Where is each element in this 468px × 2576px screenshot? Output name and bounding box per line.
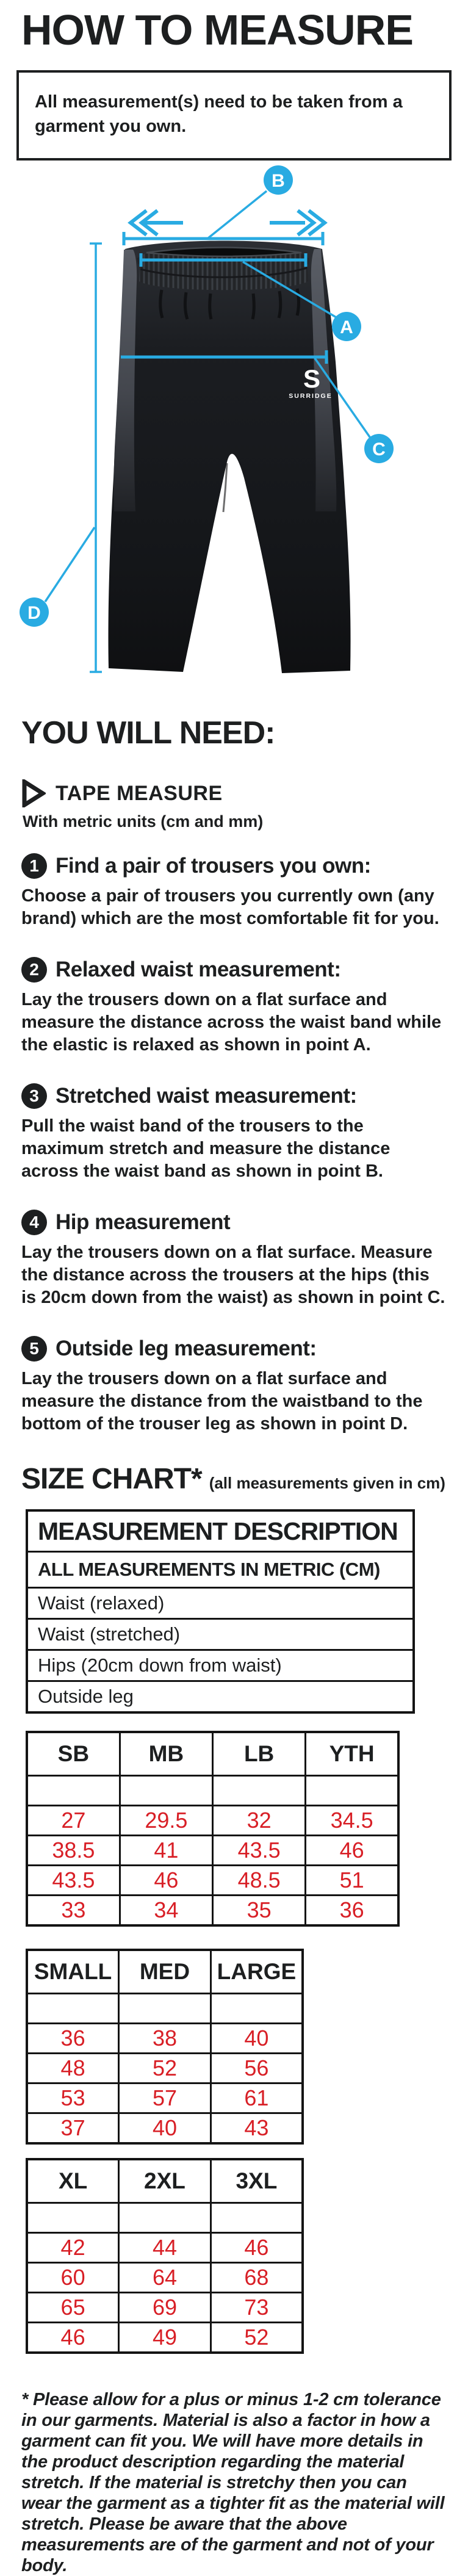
size-value-cell: 46 xyxy=(27,2323,119,2353)
size-value-cell xyxy=(27,1776,120,1806)
size-table-adult xyxy=(26,1949,304,2145)
step-title: Hip measurement xyxy=(56,1210,231,1235)
table-row xyxy=(27,2323,303,2353)
step-header xyxy=(21,957,447,983)
table-row xyxy=(27,2084,303,2113)
measurement-label-cell: Waist (relaxed) xyxy=(27,1588,414,1619)
step-number-badge: 4 xyxy=(21,1210,47,1235)
size-table-measurement-description xyxy=(26,1509,415,1714)
size-value-cell: 51 xyxy=(306,1866,398,1896)
table-row xyxy=(27,1650,414,1681)
table-row xyxy=(27,1588,414,1619)
table-row xyxy=(27,1896,398,1926)
size-value-cell: 43.5 xyxy=(27,1866,120,1896)
size-value-cell: 35 xyxy=(213,1896,306,1926)
brand-logo-initial: S xyxy=(303,364,321,394)
step-number-badge: 3 xyxy=(21,1083,47,1109)
size-value-cell: 38 xyxy=(119,2024,211,2054)
table-subheader-cell: ALL MEASUREMENTS IN METRIC (CM) xyxy=(27,1552,414,1588)
table-row xyxy=(27,1994,303,2024)
disclaimer-text: * Please allow for a plus or minus 1-2 cm tolerance in our garments. Material is also a factor in how a garment can fit you. We will have more details in the product description regarding the material stretch. If the material is stretchy then you can wear the garment as a tighter fit as the material will stretch. Please be aware that the above measurements are of the garment and not of your body. xyxy=(21,2390,445,2576)
size-value-cell: 29.5 xyxy=(120,1806,212,1836)
trousers-measurement-figure xyxy=(0,161,468,710)
size-value-cell: 42 xyxy=(27,2233,119,2263)
size-value-cell: 33 xyxy=(27,1896,120,1926)
step-body: Pull the waist band of the trousers to the maximum stretch and measure the distance across the waist band as shown in point B. xyxy=(21,1116,391,1182)
step-title: Outside leg measurement: xyxy=(56,1337,317,1361)
tool-detail: With metric units (cm and mm) xyxy=(23,812,264,831)
size-value-cell: 52 xyxy=(211,2323,303,2353)
table-row xyxy=(27,1866,398,1896)
size-value-cell: 68 xyxy=(211,2263,303,2293)
point-b-marker xyxy=(264,165,293,195)
size-value-cell: 53 xyxy=(27,2084,119,2113)
outside-leg-line xyxy=(90,244,102,672)
table-header-row xyxy=(27,1732,398,1776)
stretch-arrow-left-icon xyxy=(131,211,183,235)
column-header: MB xyxy=(120,1732,212,1776)
column-header: LB xyxy=(213,1732,306,1776)
column-header: MED xyxy=(119,1950,211,1994)
column-header: SMALL xyxy=(27,1950,119,1994)
tool-name: TAPE MEASURE xyxy=(56,781,223,805)
column-header: XL xyxy=(27,2159,119,2203)
point-b-leader-line xyxy=(207,191,267,239)
size-value-cell: 34 xyxy=(120,1896,212,1926)
size-value-cell xyxy=(213,1776,306,1806)
column-header: LARGE xyxy=(211,1950,303,1994)
step-item xyxy=(21,957,447,1056)
size-value-cell xyxy=(211,2203,303,2233)
step-item xyxy=(21,1083,447,1183)
point-d-label: D xyxy=(27,603,41,624)
table-row xyxy=(27,2233,303,2263)
point-d-leader-line xyxy=(45,527,95,602)
table-row xyxy=(27,1806,398,1836)
size-value-cell: 40 xyxy=(211,2024,303,2054)
size-value-cell: 73 xyxy=(211,2293,303,2323)
table-header-row xyxy=(27,2159,303,2203)
size-value-cell: 56 xyxy=(211,2054,303,2084)
step-number-badge: 5 xyxy=(21,1336,47,1362)
size-value-cell xyxy=(211,1994,303,2024)
size-table-youth xyxy=(26,1731,400,1927)
size-chart-title: SIZE CHART* xyxy=(21,1463,202,1496)
size-table-plus xyxy=(26,2158,304,2354)
size-value-cell xyxy=(306,1776,398,1806)
size-value-cell: 48 xyxy=(27,2054,119,2084)
size-value-cell: 36 xyxy=(306,1896,398,1926)
size-chart-heading xyxy=(21,1462,447,1496)
size-value-cell: 46 xyxy=(306,1836,398,1866)
trousers-silhouette xyxy=(108,241,350,674)
steps-list xyxy=(21,853,447,1435)
step-title: Find a pair of trousers you own: xyxy=(56,854,371,878)
tape-measure-item xyxy=(21,779,447,807)
table-header-row xyxy=(27,1950,303,1994)
table-row xyxy=(27,2203,303,2233)
size-value-cell: 43.5 xyxy=(213,1836,306,1866)
size-value-cell: 57 xyxy=(119,2084,211,2113)
notice-text: All measurement(s) need to be taken from a garment you own. xyxy=(35,92,403,137)
table-row xyxy=(27,2054,303,2084)
table-row xyxy=(27,2024,303,2054)
table-row xyxy=(27,1510,414,1552)
size-value-cell: 44 xyxy=(119,2233,211,2263)
step-item xyxy=(21,853,447,930)
size-chart-note: (all measurements given in cm) xyxy=(209,1474,445,1493)
point-d-marker xyxy=(20,597,49,627)
point-a-marker xyxy=(332,312,361,341)
point-a-label: A xyxy=(340,317,353,338)
table-row xyxy=(27,1836,398,1866)
size-value-cell: 37 xyxy=(27,2113,119,2144)
step-body: Lay the trousers down on a flat surface and measure the distance across the waist band while the elastic is relaxed as shown in point A. xyxy=(21,990,442,1055)
step-number-badge: 1 xyxy=(21,853,47,879)
size-value-cell xyxy=(119,2203,211,2233)
table-row xyxy=(27,1681,414,1713)
size-value-cell: 32 xyxy=(213,1806,306,1836)
column-header: 2XL xyxy=(119,2159,211,2203)
table-row xyxy=(27,2113,303,2144)
step-item xyxy=(21,1210,447,1309)
size-value-cell: 60 xyxy=(27,2263,119,2293)
size-value-cell: 65 xyxy=(27,2293,119,2323)
point-c-label: C xyxy=(372,439,386,460)
column-header: 3XL xyxy=(211,2159,303,2203)
step-title: Stretched waist measurement: xyxy=(56,1084,357,1108)
stretch-arrow-right-icon xyxy=(270,211,325,235)
step-body: Choose a pair of trousers you currently own (any brand) which are the most comfortable fit for you. xyxy=(21,886,439,929)
step-header xyxy=(21,853,447,879)
size-value-cell: 64 xyxy=(119,2263,211,2293)
point-b-label: B xyxy=(272,171,285,192)
step-body: Lay the trousers down on a flat surface. Measure the distance across the trousers at the hips (this is 20cm down from the waist) as shown in point C. xyxy=(21,1243,445,1308)
size-value-cell xyxy=(119,1994,211,2024)
step-number-badge: 2 xyxy=(21,957,47,983)
size-value-cell: 61 xyxy=(211,2084,303,2113)
step-item xyxy=(21,1336,447,1435)
size-value-cell xyxy=(27,1994,119,2024)
size-value-cell: 38.5 xyxy=(27,1836,120,1866)
size-value-cell: 40 xyxy=(119,2113,211,2144)
size-value-cell: 46 xyxy=(211,2233,303,2263)
step-header xyxy=(21,1083,447,1109)
size-value-cell: 41 xyxy=(120,1836,212,1866)
size-value-cell: 52 xyxy=(119,2054,211,2084)
brand-logo-wordmark: SURRIDGE xyxy=(289,392,333,400)
measurement-label-cell: Waist (stretched) xyxy=(27,1619,414,1650)
size-value-cell: 48.5 xyxy=(213,1866,306,1896)
size-value-cell xyxy=(120,1776,212,1806)
page-title: HOW TO MEASURE xyxy=(21,6,413,54)
column-header: SB xyxy=(27,1732,120,1776)
step-header xyxy=(21,1210,447,1235)
table-row xyxy=(27,1552,414,1588)
size-value-cell: 69 xyxy=(119,2293,211,2323)
step-body: Lay the trousers down on a flat surface and measure the distance from the waistband to the bottom of the trouser leg as shown in point D. xyxy=(21,1369,423,1434)
size-value-cell: 27 xyxy=(27,1806,120,1836)
table-row xyxy=(27,2263,303,2293)
you-will-need-heading: YOU WILL NEED: xyxy=(21,715,275,751)
size-value-cell: 46 xyxy=(120,1866,212,1896)
column-header: YTH xyxy=(306,1732,398,1776)
step-title: Relaxed waist measurement: xyxy=(56,958,341,982)
size-value-cell xyxy=(27,2203,119,2233)
notice-box xyxy=(16,70,452,161)
size-value-cell: 34.5 xyxy=(306,1806,398,1836)
table-row xyxy=(27,2293,303,2323)
size-value-cell: 49 xyxy=(119,2323,211,2353)
table-row xyxy=(27,1776,398,1806)
measurement-label-cell: Hips (20cm down from waist) xyxy=(27,1650,414,1681)
play-triangle-icon xyxy=(21,779,46,807)
step-header xyxy=(21,1336,447,1362)
size-value-cell: 36 xyxy=(27,2024,119,2054)
measurement-label-cell: Outside leg xyxy=(27,1681,414,1713)
table-header-cell: MEASUREMENT DESCRIPTION xyxy=(27,1510,414,1552)
table-row xyxy=(27,1619,414,1650)
size-value-cell: 43 xyxy=(211,2113,303,2144)
point-c-marker xyxy=(364,434,394,463)
